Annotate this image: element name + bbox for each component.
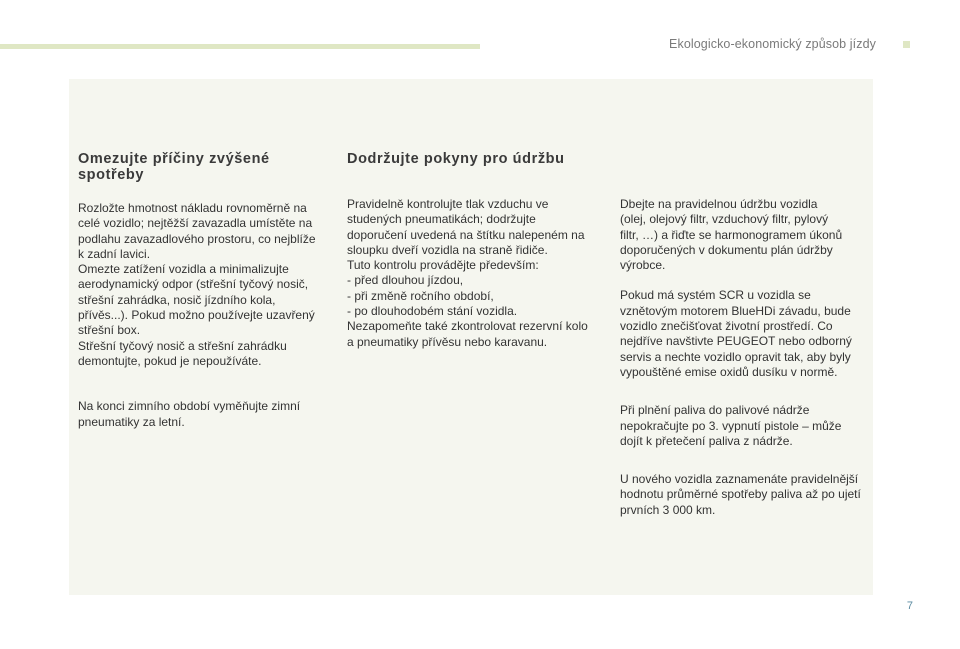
- right-paragraph-4: U nového vozidla zaznamenáte pravidelnější hodnotu průměrné spotřeby paliva až po ujetí prvních 3 000 km.: [620, 472, 861, 517]
- right-paragraph-3: Při plnění paliva do palivové nádrže nepokračujte po 3. vypnutí pistole – může dojít k přetečení paliva z nádrže.: [620, 403, 842, 448]
- right-paragraph-2: Pokud má systém SCR u vozidla se vznětovým motorem BlueHDi závadu, bude vozidlo znečišťovat životní prostředí. Co nejdříve navštivte PEUGEOT nebo odborný servis a nechte vozidlo opravit tak, aby byly vypouštěné emise oxidů dusíku v normě.: [620, 288, 852, 379]
- header-rule: [0, 44, 480, 49]
- right-paragraph-1: Dbejte na pravidelnou údržbu vozidla (olej, olejový filtr, vzduchový filtr, pylový filtr, …) a řiďte se harmonogramem úkonů doporučených v dokumentu plán údržby výrobce.: [620, 197, 843, 273]
- section-title: Ekologicko-ekonomický způsob jízdy: [669, 37, 876, 51]
- header-marker: [903, 41, 910, 48]
- middle-heading: Dodržujte pokyny pro údržbu: [347, 151, 565, 167]
- left-heading: Omezujte příčiny zvýšené spotřeby: [78, 151, 270, 183]
- middle-column: [347, 151, 597, 350]
- middle-paragraph-1: Pravidelně kontrolujte tlak vzduchu ve studených pneumatikách; dodržujte doporučení uvedená na štítku nalepeném na sloupku dveří vozidla na straně řidiče. Tuto kontrolu provádějte především: - před dlouhou jízdou, - při změně ročního období, - po dlouhodobém stání vozidla. Nezapomeňte také zkontrolovat rezervní kolo a pneumatiky přívěsu nebo karavanu.: [347, 197, 588, 349]
- left-paragraph-2: Na konci zimního období vyměňujte zimní pneumatiky za letní.: [78, 399, 301, 429]
- left-paragraph-1: Rozložte hmotnost nákladu rovnoměrně na celé vozidlo; nejtěžší zavazadla umístěte na podlahu zavazadlového prostoru, co nejblíže k zadní lavici. Omezte zatížení vozidla a minimalizujte aerodynamický odpor (střešní tyčový nosič, střešní zahrádka, nosič jízdního kola, přívěs...). Pokud možno používejte uzavřený střešní box. Střešní tyčový nosič a střešní zahrádku demontujte, pokud je nepoužíváte.: [78, 201, 316, 368]
- left-column: [78, 151, 323, 430]
- page-number: 7: [906, 600, 913, 612]
- right-column: [620, 197, 870, 518]
